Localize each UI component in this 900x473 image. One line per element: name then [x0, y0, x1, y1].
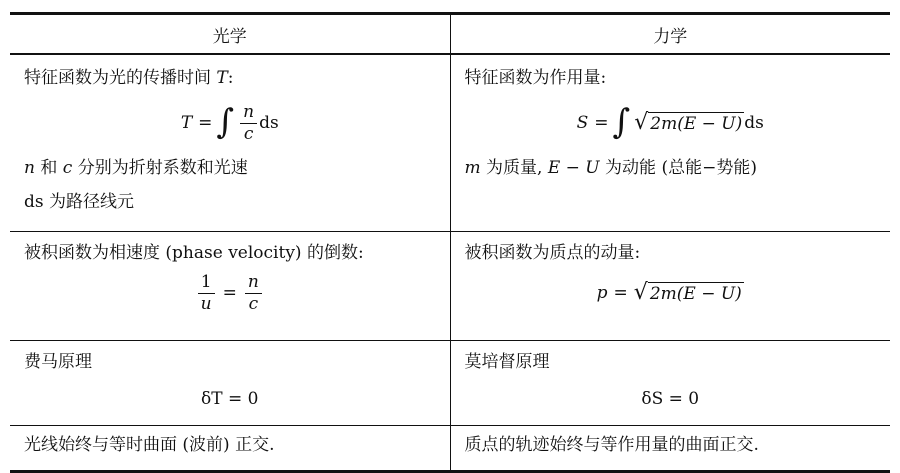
table-row: [10, 426, 890, 472]
optics-note-path: ds 为路径线元: [24, 192, 135, 212]
fermat-equation: δT = 0: [201, 388, 259, 409]
mechanics-cell: [450, 426, 890, 472]
optics-note-refraction: n 和 c 分别为折射系数和光速: [24, 158, 248, 178]
mechanics-integrand-text: 被积函数为质点的动量:: [464, 243, 641, 263]
maupertuis-principle-label: 莫培督原理: [464, 352, 550, 372]
optics-cell: [10, 341, 450, 426]
mechanics-momentum-equation: p = √ 2m(E − U): [596, 280, 742, 305]
table-row: [10, 232, 890, 341]
header-optics: 光学: [10, 14, 450, 55]
optics-time-equation: T = ∫ $\frac{n}{c}$ ds: [180, 101, 279, 144]
header-mechanics: 力学: [653, 26, 688, 47]
sqrt-expression: √ 2m(E − U): [634, 110, 743, 135]
fraction-n-over-c: $\frac{n}{c}$: [245, 273, 262, 313]
optics-integrand-text: 被积函数为相速度 (phase velocity) 的倒数:: [24, 243, 364, 263]
optics-characteristic-text: 特征函数为光的传播时间 T:: [24, 68, 234, 88]
optics-phase-equation: $\frac{1}{u}$ = $\frac{n}{c}$: [24, 270, 436, 316]
mechanics-cell: [450, 232, 890, 341]
mechanics-note: m 为质量, E − U 为动能 (总能−势能): [464, 158, 757, 178]
mechanics-orthogonality-text: 质点的轨迹始终与等作用量的曲面正交.: [464, 435, 759, 455]
maupertuis-equation: δS = 0: [641, 388, 700, 409]
mechanics-cell: [450, 54, 890, 232]
mechanics-characteristic-text: 特征函数为作用量:: [464, 68, 607, 88]
fraction-n-over-c: $\frac{n}{c}$: [240, 103, 257, 143]
fermat-principle-label: 费马原理: [24, 352, 92, 372]
optics-orthogonality-text: 光线始终与等时曲面 (波前) 正交.: [24, 435, 275, 455]
optics-cell: [10, 426, 450, 472]
comparison-table: [10, 12, 890, 473]
header-row: [10, 14, 890, 55]
table-row: [10, 54, 890, 232]
optics-cell: [10, 232, 450, 341]
table-row: [10, 341, 890, 426]
mechanics-action-equation: S = ∫ √ 2m(E − U) ds: [576, 102, 764, 142]
sqrt-expression: √ 2m(E − U): [633, 280, 742, 305]
fraction-1-over-u: $\frac{1}{u}$: [198, 273, 215, 313]
mechanics-cell: [450, 341, 890, 426]
optics-cell: [10, 54, 450, 232]
